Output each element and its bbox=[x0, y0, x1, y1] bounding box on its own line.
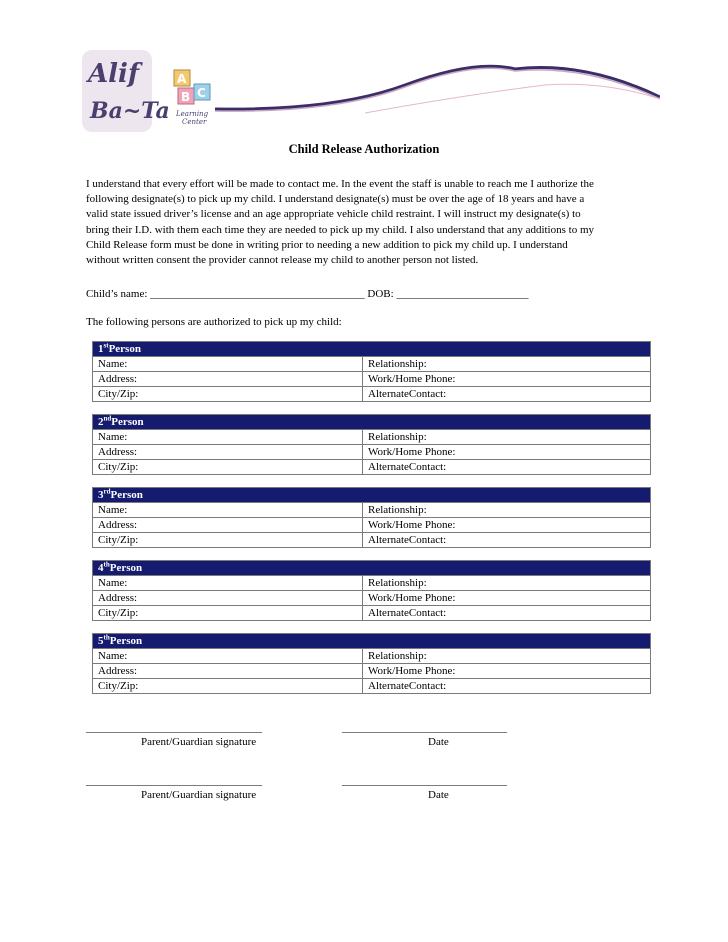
signature-label-2: Parent/Guardian signature bbox=[141, 789, 257, 801]
cityzip-field[interactable]: City/Zip: bbox=[93, 460, 363, 474]
authorized-persons-intro: The following persons are authorized to pick up my child: bbox=[86, 316, 342, 328]
table-row bbox=[93, 372, 650, 387]
name-field[interactable]: Name: bbox=[93, 357, 363, 371]
phone-field[interactable]: Work/Home Phone: bbox=[368, 519, 456, 531]
name-field[interactable]: Name: bbox=[93, 430, 363, 444]
alternate-contact-field[interactable]: AlternateContact: bbox=[368, 607, 447, 619]
phone-field[interactable]: Work/Home Phone: bbox=[368, 665, 456, 677]
cityzip-field[interactable]: City/Zip: bbox=[93, 679, 363, 693]
logo-block-b: B bbox=[181, 90, 191, 104]
table-row bbox=[93, 518, 650, 533]
child-name-dob-field[interactable]: Child’s name: _______________________________________ DOB: ________________________ bbox=[86, 288, 529, 300]
table-row bbox=[93, 576, 650, 591]
address-field[interactable]: Address: bbox=[93, 664, 363, 678]
alternate-contact-field[interactable]: AlternateContact: bbox=[368, 461, 447, 473]
paragraph-line: following designate(s) to pick up my child. I understand designate(s) must be over the age of 18 years and have a bbox=[86, 193, 585, 206]
logo-text-alif: Alif bbox=[88, 59, 140, 89]
cityzip-field[interactable]: City/Zip: bbox=[93, 533, 363, 547]
signature-line-2[interactable]: ________________________________ bbox=[86, 775, 262, 787]
date-label-2: Date bbox=[428, 789, 449, 801]
date-label-1: Date bbox=[428, 736, 449, 748]
alternate-contact-field[interactable]: AlternateContact: bbox=[368, 680, 447, 692]
cityzip-field[interactable]: City/Zip: bbox=[93, 387, 363, 401]
person-header: 3rdPerson bbox=[93, 488, 650, 503]
authorization-paragraph bbox=[86, 177, 646, 268]
table-row bbox=[93, 606, 650, 620]
date-line-2[interactable]: ______________________________ bbox=[342, 775, 507, 787]
relationship-field[interactable]: Relationship: bbox=[368, 358, 427, 370]
person-table-4 bbox=[92, 560, 651, 621]
address-field[interactable]: Address: bbox=[93, 372, 363, 386]
signature-line-1[interactable]: ________________________________ bbox=[86, 722, 262, 734]
person-table-2 bbox=[92, 414, 651, 475]
phone-field[interactable]: Work/Home Phone: bbox=[368, 592, 456, 604]
table-row bbox=[93, 664, 650, 679]
table-row bbox=[93, 387, 650, 401]
table-row bbox=[93, 445, 650, 460]
logo-text-bata: Ba~Ta bbox=[90, 98, 170, 124]
address-field[interactable]: Address: bbox=[93, 445, 363, 459]
paragraph-line: Child Release form must be done in writing prior to needing a new addition to pick my child up. I understand bbox=[86, 238, 568, 251]
paragraph-line: bring their I.D. with them each time they are needed to pick up my child. I also understand that any additions to my bbox=[86, 223, 595, 236]
person-table-1 bbox=[92, 341, 651, 402]
header-swoosh-decoration bbox=[215, 55, 660, 115]
person-header: 4thPerson bbox=[93, 561, 650, 576]
table-row bbox=[93, 533, 650, 547]
form-title: Child Release Authorization bbox=[288, 142, 440, 156]
name-field[interactable]: Name: bbox=[93, 576, 363, 590]
person-header: 1stPerson bbox=[93, 342, 650, 357]
table-row bbox=[93, 591, 650, 606]
phone-field[interactable]: Work/Home Phone: bbox=[368, 373, 456, 385]
logo-tagline-1: Learning bbox=[176, 110, 209, 118]
relationship-field[interactable]: Relationship: bbox=[368, 650, 427, 662]
cityzip-field[interactable]: City/Zip: bbox=[93, 606, 363, 620]
paragraph-line: without written consent the provider cannot release my child to another person not listed. bbox=[86, 254, 479, 267]
relationship-field[interactable]: Relationship: bbox=[368, 504, 427, 516]
table-row bbox=[93, 357, 650, 372]
table-row bbox=[93, 503, 650, 518]
alif-ba-ta-logo bbox=[78, 48, 218, 136]
logo-block-c: C bbox=[197, 86, 206, 100]
relationship-field[interactable]: Relationship: bbox=[368, 431, 427, 443]
phone-field[interactable]: Work/Home Phone: bbox=[368, 446, 456, 458]
paragraph-line: valid state issued driver’s license and an age appropriate vehicle child restraint. I will instruct my designate(s) to bbox=[86, 208, 581, 221]
person-table-3 bbox=[92, 487, 651, 548]
signature-label-1: Parent/Guardian signature bbox=[141, 736, 257, 748]
person-header: 2ndPerson bbox=[93, 415, 650, 430]
logo-tagline-2: Center bbox=[182, 118, 207, 126]
table-row bbox=[93, 649, 650, 664]
person-table-5 bbox=[92, 633, 651, 694]
alternate-contact-field[interactable]: AlternateContact: bbox=[368, 388, 447, 400]
address-field[interactable]: Address: bbox=[93, 591, 363, 605]
paragraph-line: I understand that every effort will be made to contact me. In the event the staff is unable to reach me I authorize the bbox=[86, 178, 594, 190]
alternate-contact-field[interactable]: AlternateContact: bbox=[368, 534, 447, 546]
address-field[interactable]: Address: bbox=[93, 518, 363, 532]
name-field[interactable]: Name: bbox=[93, 649, 363, 663]
name-field[interactable]: Name: bbox=[93, 503, 363, 517]
logo-block-a: A bbox=[177, 72, 187, 86]
relationship-field[interactable]: Relationship: bbox=[368, 577, 427, 589]
table-row bbox=[93, 679, 650, 693]
person-header: 5thPerson bbox=[93, 634, 650, 649]
table-row bbox=[93, 460, 650, 474]
date-line-1[interactable]: ______________________________ bbox=[342, 722, 507, 734]
table-row bbox=[93, 430, 650, 445]
